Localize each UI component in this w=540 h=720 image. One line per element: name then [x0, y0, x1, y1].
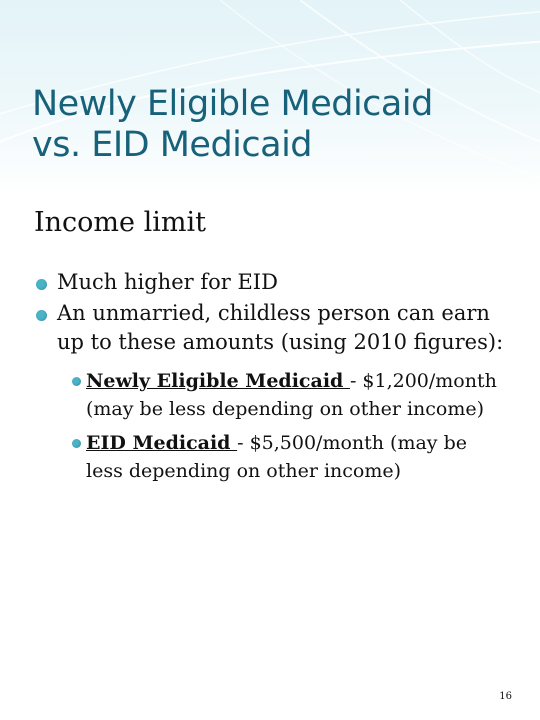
- title-line-1: Newly Eligible Medicaid: [32, 84, 433, 124]
- sub-bullet-list: [57, 367, 497, 485]
- page-number: 16: [499, 691, 512, 702]
- section-heading: Income limit: [34, 207, 206, 238]
- bullet-item: [36, 268, 506, 297]
- bullet-icon: [36, 310, 47, 321]
- sub-bullet-text: $5,500/month (may be less depending on other income): [86, 432, 467, 482]
- sub-bullet-label: Newly Eligible Medicaid: [86, 370, 350, 392]
- sub-bullet-separator: -: [237, 432, 250, 454]
- sub-bullet-label: EID Medicaid: [86, 432, 238, 454]
- bullet-item: [36, 299, 506, 485]
- sub-bullet-text: $1,200/month (may be less depending on other income): [86, 370, 497, 420]
- bullet-list: [36, 268, 506, 491]
- slide-title: [32, 84, 512, 165]
- sub-bullet-icon: [72, 377, 81, 386]
- bullet-text: Much higher for EID: [57, 270, 278, 294]
- sub-bullet-item: [57, 429, 497, 485]
- bullet-text: An unmarried, childless person can earn up to these amounts (using 2010 figures):: [57, 301, 504, 354]
- sub-bullet-icon: [72, 439, 81, 448]
- title-line-2: vs. EID Medicaid: [32, 124, 313, 165]
- sub-bullet-item: [57, 367, 497, 423]
- bullet-icon: [36, 279, 47, 290]
- sub-bullet-separator: -: [349, 370, 363, 392]
